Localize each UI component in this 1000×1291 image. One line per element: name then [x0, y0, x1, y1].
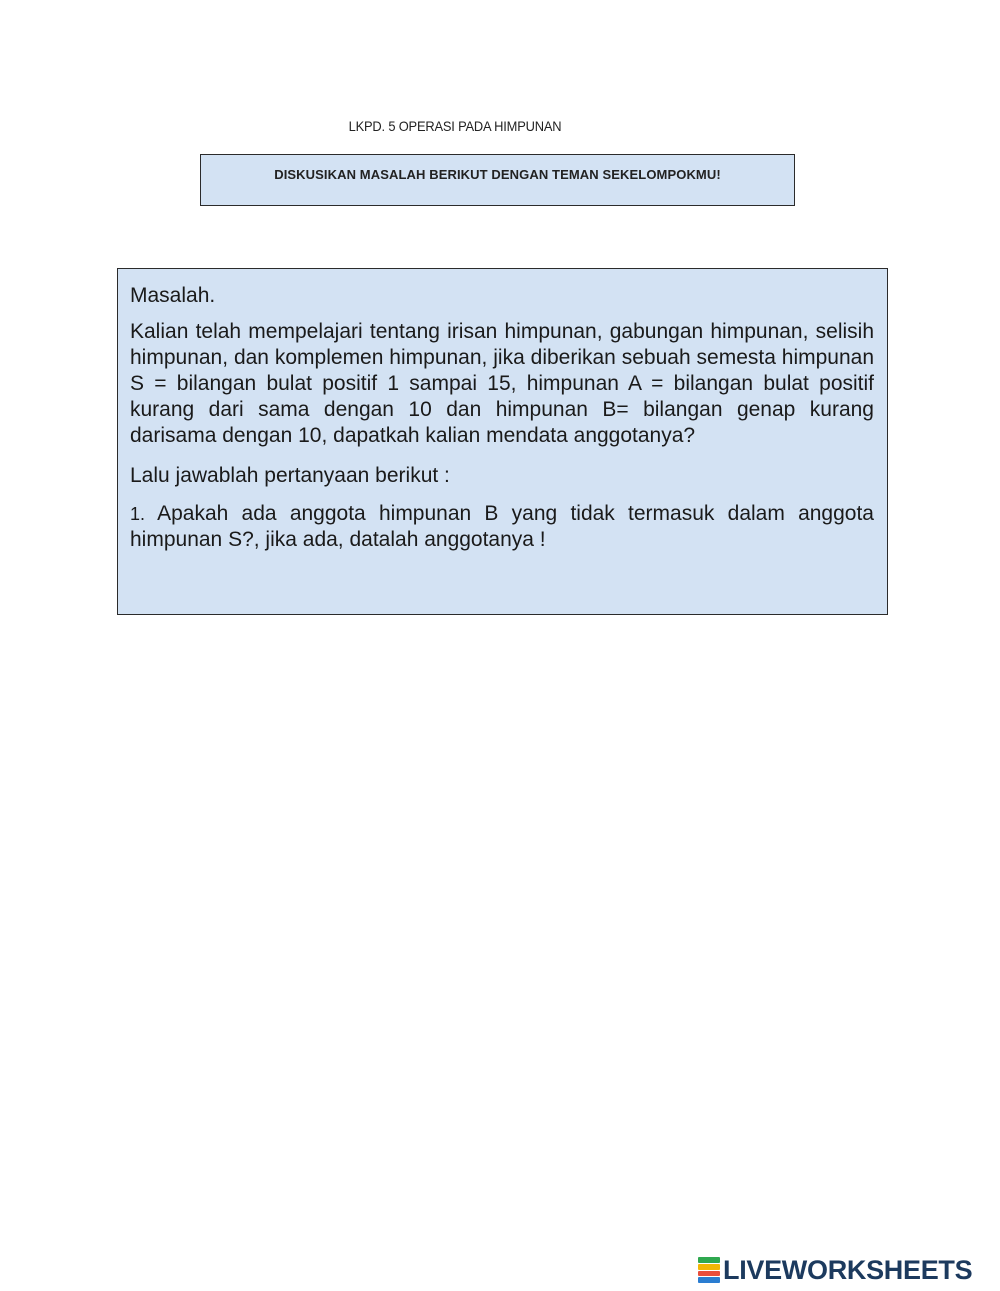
- instruction-text: DISKUSIKAN MASALAH BERIKUT DENGAN TEMAN SEKELOMPOKMU!: [274, 167, 721, 182]
- instruction-banner: [200, 154, 795, 206]
- brand-name: LIVEWORKSHEETS: [723, 1255, 973, 1285]
- question-text: Apakah ada anggota himpunan B yang tidak termasuk dalam anggota himpunan S?, jika ada, datalah anggotanya !: [130, 502, 874, 551]
- logo-block-3: [698, 1271, 720, 1277]
- logo-block-1: [698, 1257, 720, 1263]
- problem-story: Kalian telah mempelajari tentang irisan himpunan, gabungan himpunan, selisih himpunan, dan komplemen himpunan, jika diberikan sebuah semesta himpunan S = bilangan bulat positif 1 sampai 15, himpunan A = bilangan bulat positif kurang dari sama dengan 10 dan himpunan B= bilangan genap kurang darisama dengan 10, dapatkah kalian mendata anggotanya?: [130, 320, 874, 447]
- liveworksheets-brand: [698, 1255, 972, 1285]
- problem-heading: Masalah.: [130, 284, 216, 307]
- problem-box: [117, 268, 888, 615]
- worksheet-title: LKPD. 5 OPERASI PADA HIMPUNAN: [348, 118, 562, 134]
- question-prompt: Lalu jawablah pertanyaan berikut :: [130, 464, 450, 487]
- liveworksheets-logo-icon: [698, 1257, 720, 1283]
- logo-block-4: [698, 1277, 720, 1283]
- question-number: 1.: [130, 504, 146, 524]
- question-1: [130, 501, 874, 553]
- logo-block-2: [698, 1264, 720, 1270]
